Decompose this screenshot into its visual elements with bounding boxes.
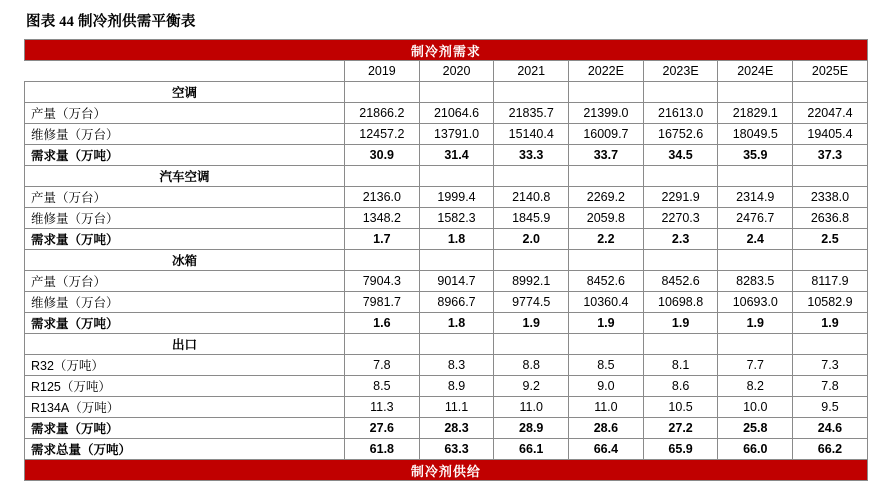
table-row: [25, 124, 868, 145]
cell-value: 1.9: [718, 313, 793, 334]
figure-title: 图表 44 制冷剂供需平衡表: [26, 14, 196, 30]
row-label: R125（万吨）: [25, 376, 345, 397]
cell-value: 1.9: [494, 313, 569, 334]
section-name-auto-ac: 汽车空调: [25, 166, 345, 187]
cell-value: 8.6: [643, 376, 718, 397]
cell-value: 10582.9: [793, 292, 868, 313]
cell-value: 30.9: [345, 145, 420, 166]
cell-value: 9.0: [569, 376, 644, 397]
row-label: 维修量（万台）: [25, 292, 345, 313]
section-header-row: [25, 334, 868, 355]
cell-value: 21866.2: [345, 103, 420, 124]
total-row-label: 需求总量（万吨）: [25, 439, 345, 460]
table-row: [25, 103, 868, 124]
refrigerant-balance-table: [24, 39, 868, 481]
section-spacer-cell: [718, 82, 793, 103]
header-row-label: [25, 61, 345, 82]
total-row: [25, 439, 868, 460]
cell-value: 10360.4: [569, 292, 644, 313]
total-cell-value: 61.8: [345, 439, 420, 460]
cell-value: 2.3: [643, 229, 718, 250]
cell-value: 8.5: [569, 355, 644, 376]
section-spacer-cell: [793, 334, 868, 355]
row-label: R134A（万吨）: [25, 397, 345, 418]
row-label: 需求量（万吨）: [25, 229, 345, 250]
cell-value: 15140.4: [494, 124, 569, 145]
section-spacer-cell: [345, 166, 420, 187]
cell-value: 35.9: [718, 145, 793, 166]
cell-value: 1.6: [345, 313, 420, 334]
cell-value: 2291.9: [643, 187, 718, 208]
table-row: [25, 418, 868, 439]
section-spacer-cell: [569, 334, 644, 355]
column-header-2024e: 2024E: [718, 61, 793, 82]
table-body: [25, 40, 868, 481]
row-label: 产量（万台）: [25, 187, 345, 208]
cell-value: 7981.7: [345, 292, 420, 313]
cell-value: 10.5: [643, 397, 718, 418]
cell-value: 16009.7: [569, 124, 644, 145]
cell-value: 1999.4: [419, 187, 494, 208]
cell-value: 2140.8: [494, 187, 569, 208]
column-header-2022e: 2022E: [569, 61, 644, 82]
section-name-air-conditioner: 空调: [25, 82, 345, 103]
cell-value: 1.9: [643, 313, 718, 334]
table-row: [25, 397, 868, 418]
cell-value: 10.0: [718, 397, 793, 418]
cell-value: 11.0: [569, 397, 644, 418]
cell-value: 2.0: [494, 229, 569, 250]
cell-value: 1.9: [569, 313, 644, 334]
section-spacer-cell: [494, 250, 569, 271]
table-row: [25, 313, 868, 334]
row-label: 维修量（万台）: [25, 208, 345, 229]
cell-value: 1845.9: [494, 208, 569, 229]
cell-value: 8117.9: [793, 271, 868, 292]
cell-value: 2.5: [793, 229, 868, 250]
cell-value: 2636.8: [793, 208, 868, 229]
section-spacer-cell: [494, 334, 569, 355]
cell-value: 24.6: [793, 418, 868, 439]
section-spacer-cell: [345, 250, 420, 271]
cell-value: 9.5: [793, 397, 868, 418]
cell-value: 2.4: [718, 229, 793, 250]
cell-value: 12457.2: [345, 124, 420, 145]
demand-banner-label: 制冷剂需求: [25, 40, 868, 61]
column-header-2021: 2021: [494, 61, 569, 82]
cell-value: 11.0: [494, 397, 569, 418]
cell-value: 2270.3: [643, 208, 718, 229]
column-header-2020: 2020: [419, 61, 494, 82]
cell-value: 21835.7: [494, 103, 569, 124]
cell-value: 7.7: [718, 355, 793, 376]
cell-value: 2136.0: [345, 187, 420, 208]
total-cell-value: 66.0: [718, 439, 793, 460]
section-spacer-cell: [494, 166, 569, 187]
total-cell-value: 66.1: [494, 439, 569, 460]
section-header-row: [25, 250, 868, 271]
section-spacer-cell: [793, 82, 868, 103]
cell-value: 25.8: [718, 418, 793, 439]
cell-value: 16752.6: [643, 124, 718, 145]
row-label: 产量（万台）: [25, 103, 345, 124]
cell-value: 7.8: [793, 376, 868, 397]
cell-value: 8.2: [718, 376, 793, 397]
table-row: [25, 292, 868, 313]
cell-value: 2269.2: [569, 187, 644, 208]
total-cell-value: 66.4: [569, 439, 644, 460]
cell-value: 21064.6: [419, 103, 494, 124]
supply-banner-label: 制冷剂供给: [25, 460, 868, 481]
cell-value: 9014.7: [419, 271, 494, 292]
cell-value: 8.1: [643, 355, 718, 376]
cell-value: 8.9: [419, 376, 494, 397]
table-row: [25, 271, 868, 292]
cell-value: 21829.1: [718, 103, 793, 124]
cell-value: 8966.7: [419, 292, 494, 313]
cell-value: 31.4: [419, 145, 494, 166]
cell-value: 34.5: [643, 145, 718, 166]
section-spacer-cell: [569, 82, 644, 103]
section-name-refrigerator: 冰箱: [25, 250, 345, 271]
column-header-row: [25, 61, 868, 82]
cell-value: 1.8: [419, 313, 494, 334]
cell-value: 7.8: [345, 355, 420, 376]
row-label: 维修量（万台）: [25, 124, 345, 145]
cell-value: 8452.6: [569, 271, 644, 292]
cell-value: 8.3: [419, 355, 494, 376]
cell-value: 28.9: [494, 418, 569, 439]
cell-value: 2314.9: [718, 187, 793, 208]
column-header-2019: 2019: [345, 61, 420, 82]
section-spacer-cell: [494, 82, 569, 103]
cell-value: 8.8: [494, 355, 569, 376]
section-spacer-cell: [643, 82, 718, 103]
table-row: [25, 229, 868, 250]
section-spacer-cell: [345, 82, 420, 103]
cell-value: 37.3: [793, 145, 868, 166]
cell-value: 1.8: [419, 229, 494, 250]
cell-value: 27.2: [643, 418, 718, 439]
section-header-row: [25, 82, 868, 103]
section-spacer-cell: [643, 250, 718, 271]
cell-value: 8992.1: [494, 271, 569, 292]
cell-value: 28.3: [419, 418, 494, 439]
row-label: R32（万吨）: [25, 355, 345, 376]
cell-value: 9774.5: [494, 292, 569, 313]
section-spacer-cell: [793, 250, 868, 271]
cell-value: 22047.4: [793, 103, 868, 124]
cell-value: 27.6: [345, 418, 420, 439]
section-spacer-cell: [419, 166, 494, 187]
section-spacer-cell: [419, 250, 494, 271]
cell-value: 18049.5: [718, 124, 793, 145]
section-spacer-cell: [718, 166, 793, 187]
cell-value: 8283.5: [718, 271, 793, 292]
section-header-row: [25, 166, 868, 187]
cell-value: 9.2: [494, 376, 569, 397]
section-spacer-cell: [718, 250, 793, 271]
cell-value: 33.7: [569, 145, 644, 166]
cell-value: 10693.0: [718, 292, 793, 313]
cell-value: 21613.0: [643, 103, 718, 124]
table-row: [25, 208, 868, 229]
section-spacer-cell: [793, 166, 868, 187]
cell-value: 8.5: [345, 376, 420, 397]
cell-value: 2059.8: [569, 208, 644, 229]
total-cell-value: 65.9: [643, 439, 718, 460]
cell-value: 10698.8: [643, 292, 718, 313]
section-spacer-cell: [419, 82, 494, 103]
cell-value: 33.3: [494, 145, 569, 166]
cell-value: 1.9: [793, 313, 868, 334]
cell-value: 1348.2: [345, 208, 420, 229]
row-label: 产量（万台）: [25, 271, 345, 292]
total-cell-value: 66.2: [793, 439, 868, 460]
section-spacer-cell: [718, 334, 793, 355]
row-label: 需求量（万吨）: [25, 313, 345, 334]
table-row: [25, 355, 868, 376]
total-cell-value: 63.3: [419, 439, 494, 460]
cell-value: 19405.4: [793, 124, 868, 145]
section-spacer-cell: [569, 166, 644, 187]
cell-value: 11.1: [419, 397, 494, 418]
section-spacer-cell: [643, 334, 718, 355]
cell-value: 7904.3: [345, 271, 420, 292]
section-name-export: 出口: [25, 334, 345, 355]
table-row: [25, 187, 868, 208]
column-header-2023e: 2023E: [643, 61, 718, 82]
cell-value: 2.2: [569, 229, 644, 250]
cell-value: 21399.0: [569, 103, 644, 124]
cell-value: 2476.7: [718, 208, 793, 229]
cell-value: 1.7: [345, 229, 420, 250]
column-header-2025e: 2025E: [793, 61, 868, 82]
row-label: 需求量（万吨）: [25, 418, 345, 439]
cell-value: 8452.6: [643, 271, 718, 292]
section-spacer-cell: [345, 334, 420, 355]
cell-value: 11.3: [345, 397, 420, 418]
table-row: [25, 376, 868, 397]
cell-value: 7.3: [793, 355, 868, 376]
section-spacer-cell: [569, 250, 644, 271]
row-label: 需求量（万吨）: [25, 145, 345, 166]
supply-banner-row: [25, 460, 868, 481]
demand-banner-row: [25, 40, 868, 61]
table-row: [25, 145, 868, 166]
cell-value: 2338.0: [793, 187, 868, 208]
cell-value: 28.6: [569, 418, 644, 439]
section-spacer-cell: [643, 166, 718, 187]
cell-value: 13791.0: [419, 124, 494, 145]
cell-value: 1582.3: [419, 208, 494, 229]
section-spacer-cell: [419, 334, 494, 355]
